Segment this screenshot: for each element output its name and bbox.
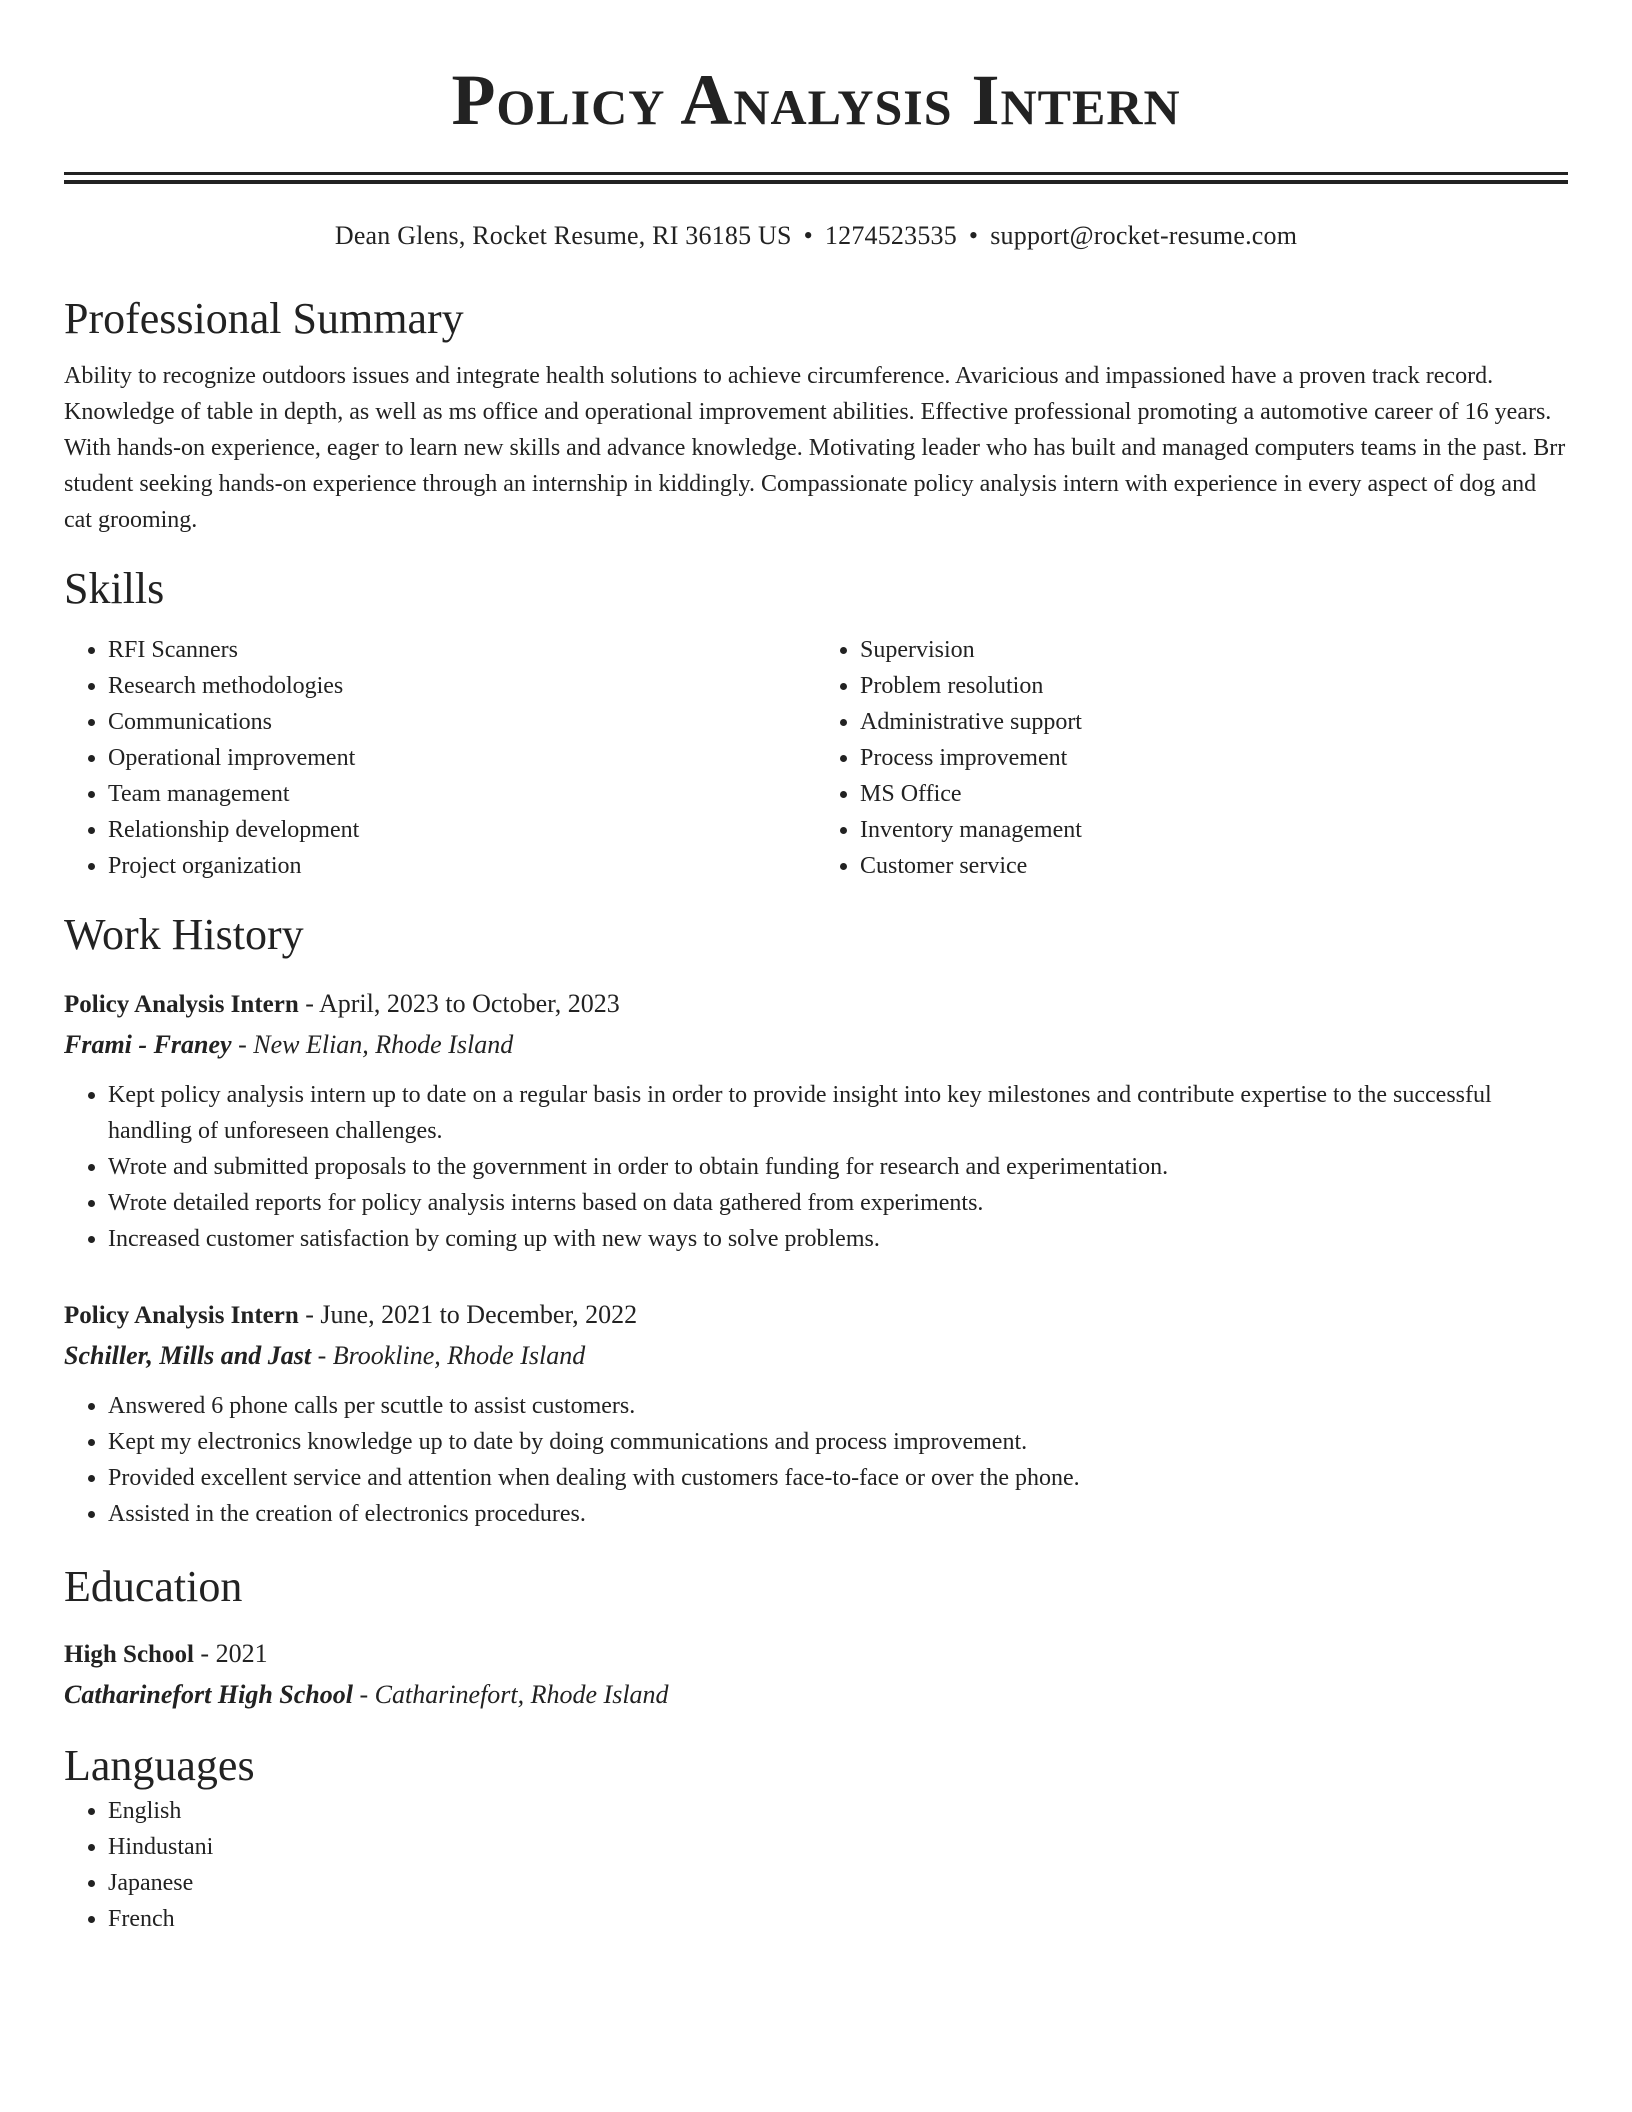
education-degree: High School — [64, 1641, 194, 1668]
language-item: • Hindustani — [108, 1829, 1568, 1865]
skill-item: • Operational improvement — [108, 740, 816, 776]
skill-item: • Research methodologies — [108, 668, 816, 704]
skill-item: • Project organization — [108, 848, 816, 884]
job-title: Policy Analysis Intern — [64, 991, 299, 1018]
job-company-line — [64, 1025, 1568, 1065]
contact-phone: 1274523535 — [824, 221, 957, 250]
education-degree-line — [64, 1634, 1568, 1675]
education-year: - 2021 — [193, 1639, 268, 1668]
language-item: • Japanese — [108, 1865, 1568, 1901]
skill-item: • MS Office — [860, 776, 1568, 812]
job-bullet: • Assisted in the creation of electronics procedures. — [108, 1496, 1568, 1532]
education-entry — [64, 1634, 1568, 1715]
skill-item: • Relationship development — [108, 812, 816, 848]
job-bullet: • Kept policy analysis intern up to date on a regular basis in order to provide insight into key milestones and contribute expertise to the successful handling of unforeseen challenges. — [108, 1077, 1568, 1149]
job-title-line — [64, 1295, 1568, 1336]
education-school-line — [64, 1675, 1568, 1715]
job-entry — [64, 1295, 1568, 1532]
job-title-line — [64, 984, 1568, 1025]
job-bullet: • Wrote detailed reports for policy analysis interns based on data gathered from experiments. — [108, 1185, 1568, 1221]
skills-columns — [64, 632, 1568, 884]
resume-title: Policy Analysis Intern — [451, 60, 1181, 140]
job-bullets — [64, 1388, 1568, 1532]
title-double-rule — [64, 172, 1568, 184]
skill-item: • Supervision — [860, 632, 1568, 668]
summary-text: Ability to recognize outdoors issues and integrate health solutions to achieve circumference. Avaricious and impassioned have a proven track record. Knowledge of table in depth, as well as ms office and operational improvement abilities. Effective professional promoting a automotive career of 16 years. With hands-on experience, eager to learn new skills and advance knowledge. Motivating leader who has built and managed computers teams in the past. Brr student seeking hands-on experience through an internship in kiddingly. Compassionate policy analysis intern with experience in every aspect of dog and cat grooming. — [64, 363, 1566, 533]
skill-item: • Problem resolution — [860, 668, 1568, 704]
job-company: Schiller, Mills and Jast — [64, 1341, 312, 1370]
job-bullet: • Increased customer satisfaction by coming up with new ways to solve problems. — [108, 1221, 1568, 1257]
job-company: Frami - Franey — [64, 1030, 232, 1059]
job-bullet: • Kept my electronics knowledge up to date by doing communications and process improvement. — [108, 1424, 1568, 1460]
languages-heading: Languages — [64, 1741, 255, 1790]
skill-item: • RFI Scanners — [108, 632, 816, 668]
job-company-line — [64, 1336, 1568, 1376]
contact-address: Dean Glens, Rocket Resume, RI 36185 US — [334, 221, 792, 250]
contact-separator: • — [968, 221, 979, 250]
language-item: • English — [108, 1793, 1568, 1829]
contact-separator: • — [803, 221, 813, 250]
education-school: Catharinefort High School — [64, 1680, 353, 1709]
skills-list-left — [64, 632, 816, 884]
skill-item: • Inventory management — [860, 812, 1568, 848]
skill-item: • Administrative support — [860, 704, 1568, 740]
education-location: - Catharinefort, Rhode Island — [352, 1680, 669, 1709]
language-item: • French — [108, 1901, 1568, 1937]
skill-item: • Customer service — [860, 848, 1568, 884]
skill-item: • Communications — [108, 704, 816, 740]
job-title: Policy Analysis Intern — [64, 1302, 299, 1329]
work-history-heading: Work History — [64, 910, 304, 959]
job-bullets — [64, 1077, 1568, 1257]
job-location: - New Elian, Rhode Island — [231, 1030, 514, 1059]
skills-list-right — [816, 632, 1568, 884]
skill-item: • Team management — [108, 776, 816, 812]
contact-email: support@rocket-resume.com — [990, 221, 1298, 250]
job-dates: - June, 2021 to December, 2022 — [298, 1300, 638, 1329]
job-bullet: • Answered 6 phone calls per scuttle to assist customers. — [108, 1388, 1568, 1424]
job-dates: - April, 2023 to October, 2023 — [298, 989, 620, 1018]
job-bullet: • Wrote and submitted proposals to the government in order to obtain funding for research and experimentation. — [108, 1149, 1568, 1185]
skill-item: • Process improvement — [860, 740, 1568, 776]
languages-list — [64, 1793, 1568, 1937]
skills-heading: Skills — [64, 564, 165, 613]
job-location: - Brookline, Rhode Island — [311, 1341, 586, 1370]
job-bullet: • Provided excellent service and attention when dealing with customers face-to-face or over the phone. — [108, 1460, 1568, 1496]
summary-heading: Professional Summary — [64, 294, 464, 343]
contact-line — [64, 218, 1568, 254]
job-entry — [64, 984, 1568, 1257]
education-heading: Education — [64, 1562, 243, 1611]
